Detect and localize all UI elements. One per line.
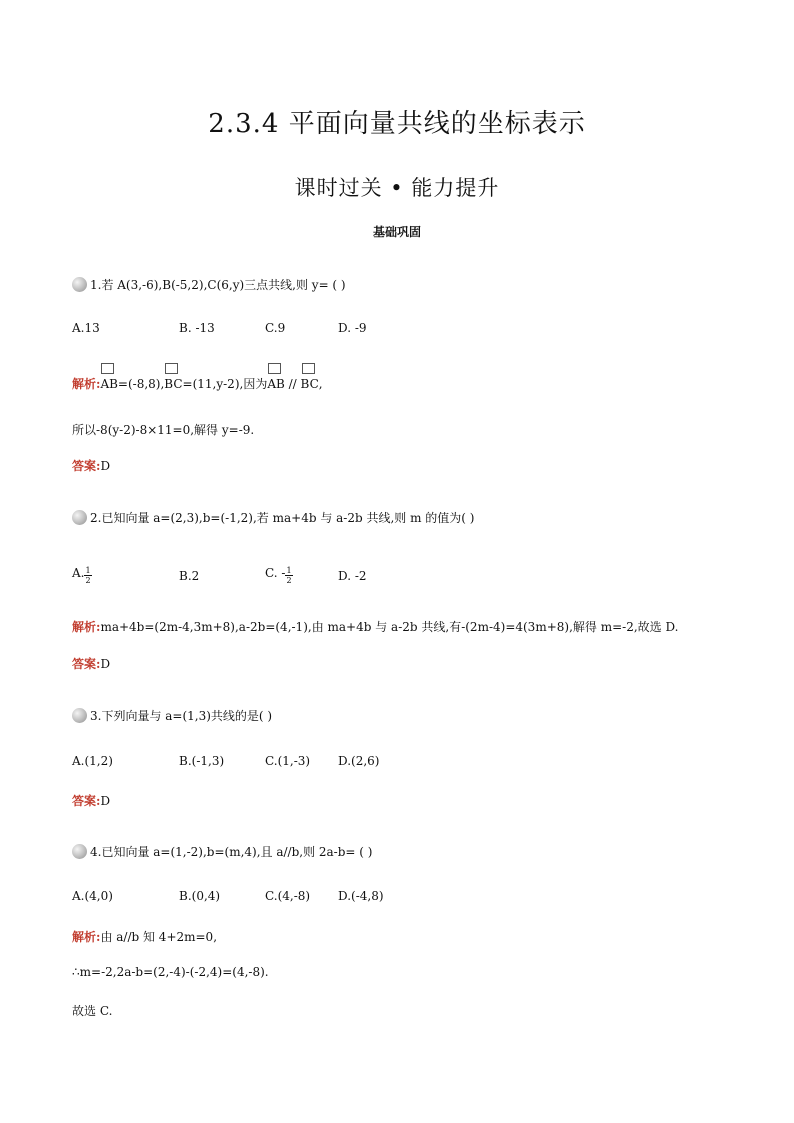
vector-arrow-placeholder bbox=[302, 363, 315, 374]
analysis-text: , bbox=[318, 377, 323, 391]
q2-option-d: D. -2 bbox=[338, 569, 367, 583]
q3-option-c: C.(1,-3) bbox=[265, 754, 311, 768]
question-2-stem: 2.已知向量 a=(2,3),b=(-1,2),若 ma+4b 与 a-2b 共线,则 m 的值为( ) bbox=[90, 511, 475, 525]
analysis-text: 由 a//b 知 4+2m=0, bbox=[100, 930, 218, 944]
q3-option-d: D.(2,6) bbox=[338, 754, 380, 768]
q1-option-a: A.13 bbox=[72, 321, 100, 335]
question-1 bbox=[72, 276, 346, 293]
vector-arrow-placeholder bbox=[101, 363, 114, 374]
q1-analysis-line2: 所以-8(y-2)-8×11=0,解得 y=-9. bbox=[72, 423, 255, 437]
section-heading: 基础巩固 bbox=[372, 225, 421, 239]
question-bullet-icon bbox=[72, 277, 87, 292]
question-bullet-icon bbox=[72, 510, 87, 525]
vector-ab: AB bbox=[100, 377, 117, 391]
question-bullet-icon bbox=[72, 708, 87, 723]
question-bullet-icon bbox=[72, 844, 87, 859]
vector-ab: AB bbox=[267, 377, 284, 391]
q4-option-c: C.(4,-8) bbox=[265, 889, 311, 903]
q1-option-c: C.9 bbox=[265, 321, 286, 335]
answer-label: 答案: bbox=[72, 657, 101, 671]
q4-option-d: D.(-4,8) bbox=[338, 889, 384, 903]
question-1-stem: 1.若 A(3,-6),B(-5,2),C(6,y)三点共线,则 y= ( ) bbox=[90, 278, 346, 292]
page-title: 2.3.4 平面向量共线的坐标表示 bbox=[208, 109, 586, 139]
answer-label: 答案: bbox=[72, 794, 101, 808]
q1-option-b: B. -13 bbox=[179, 321, 215, 335]
vector-bc: BC bbox=[164, 377, 182, 391]
analysis-label: 解析: bbox=[72, 930, 101, 944]
question-2 bbox=[72, 509, 474, 526]
answer-label: 答案: bbox=[72, 459, 101, 473]
q1-answer bbox=[72, 457, 110, 474]
q4-analysis-line2: ∴m=-2,2a-b=(2,-4)-(-2,4)=(4,-8). bbox=[72, 965, 269, 979]
q2-option-b: B.2 bbox=[179, 569, 200, 583]
q4-analysis-line3: 故选 C. bbox=[72, 1004, 113, 1018]
q3-option-a: A.(1,2) bbox=[72, 754, 113, 768]
question-4 bbox=[72, 843, 372, 860]
q2-analysis bbox=[72, 618, 678, 635]
q4-option-b: B.(0,4) bbox=[179, 889, 221, 903]
analysis-label: 解析: bbox=[72, 620, 101, 634]
answer-value: D bbox=[100, 794, 111, 808]
q1-analysis bbox=[72, 375, 323, 392]
q1-option-d: D. -9 bbox=[338, 321, 367, 335]
analysis-text: // bbox=[284, 377, 301, 391]
analysis-text: =(-8,8), bbox=[117, 377, 165, 391]
vector-bc: BC bbox=[301, 377, 319, 391]
analysis-label: 解析: bbox=[72, 377, 101, 391]
vector-arrow-placeholder bbox=[165, 363, 178, 374]
q4-analysis bbox=[72, 928, 217, 945]
answer-value: D bbox=[100, 459, 111, 473]
vector-arrow-placeholder bbox=[268, 363, 281, 374]
question-3 bbox=[72, 707, 272, 724]
page-subtitle: 课时过关 • 能力提升 bbox=[294, 176, 500, 200]
q4-option-a: A.(4,0) bbox=[72, 889, 113, 903]
analysis-text: ma+4b=(2m-4,3m+8),a-2b=(4,-1),由 ma+4b 与 a-2b 共线,有-(2m-4)=4(3m+8),解得 m=-2,故选 D. bbox=[100, 620, 679, 634]
q3-answer bbox=[72, 792, 110, 809]
q3-option-b: B.(-1,3) bbox=[179, 754, 225, 768]
q2-option-c: C. - $\frac{1}{2}$ bbox=[265, 566, 292, 585]
question-3-stem: 3.下列向量与 a=(1,3)共线的是( ) bbox=[90, 709, 273, 723]
q2-answer bbox=[72, 655, 110, 672]
q2-option-a: A. $\frac{1}{2}$ bbox=[72, 566, 91, 585]
answer-value: D bbox=[100, 657, 111, 671]
question-4-stem: 4.已知向量 a=(1,-2),b=(m,4),且 a//b,则 2a-b= ( ) bbox=[90, 845, 373, 859]
analysis-text: =(11,y-2),因为 bbox=[182, 377, 268, 391]
